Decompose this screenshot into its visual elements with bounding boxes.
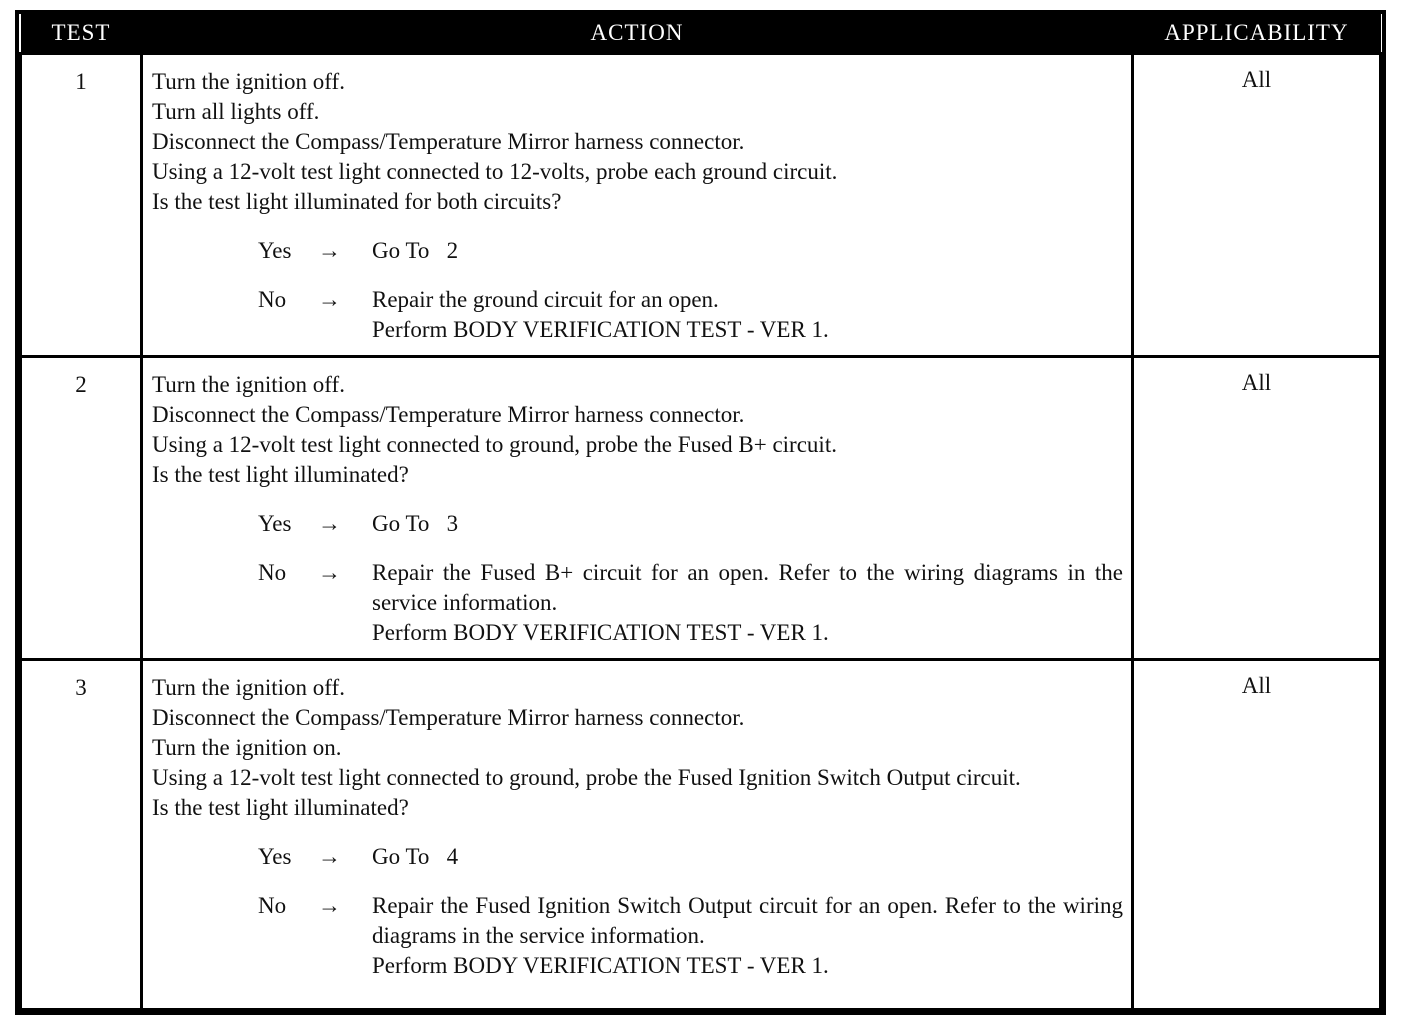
test-number: 2	[21, 357, 142, 660]
table-header-row	[21, 14, 1381, 54]
action-step: Turn the ignition off.	[152, 372, 345, 397]
action-step: Using a 12-volt test light connected to ground, probe the Fused Ignition Switch Output circuit.	[152, 765, 1021, 790]
no-instructions	[372, 285, 1123, 345]
no-instruction-line: Perform BODY VERIFICATION TEST - VER 1.	[372, 620, 829, 645]
action-step: Turn the ignition off.	[152, 69, 345, 94]
no-instruction-line: Perform BODY VERIFICATION TEST - VER 1.	[372, 317, 829, 342]
arrow-right-icon: →	[318, 287, 341, 312]
table-row	[21, 54, 1381, 357]
table-row	[21, 357, 1381, 660]
yes-response	[258, 842, 1123, 872]
no-label: No	[258, 287, 287, 312]
action-step: Using a 12-volt test light connected to 12-volts, probe each ground circuit.	[152, 159, 838, 184]
no-response	[258, 891, 1123, 981]
action-cell	[142, 660, 1133, 1010]
test-number: 3	[21, 660, 142, 1010]
action-question: Is the test light illuminated?	[152, 795, 409, 820]
header-test: TEST	[21, 14, 142, 54]
action-step: Using a 12-volt test light connected to ground, probe the Fused B+ circuit.	[152, 432, 837, 457]
arrow-right-icon: →	[318, 893, 341, 918]
action-step: Turn all lights off.	[152, 99, 320, 124]
arrow-right-icon: →	[318, 238, 341, 263]
no-instructions	[372, 891, 1123, 981]
action-question: Is the test light illuminated for both circuits?	[152, 189, 562, 214]
yes-label: Yes	[258, 511, 292, 536]
action-question: Is the test light illuminated?	[152, 462, 409, 487]
table-row	[21, 660, 1381, 1010]
header-applicability: APPLICABILITY	[1133, 14, 1381, 54]
test-number: 1	[21, 54, 142, 357]
yes-response	[258, 236, 1123, 266]
arrow-right-icon: →	[318, 511, 341, 536]
diagnostic-test-table	[19, 14, 1382, 1011]
no-label: No	[258, 560, 287, 585]
action-cell	[142, 357, 1133, 660]
applicability-value: All	[1133, 357, 1381, 660]
yes-goto: Go To 2	[372, 238, 459, 263]
arrow-right-icon: →	[318, 560, 341, 585]
no-instructions	[372, 558, 1123, 648]
arrow-right-icon: →	[318, 844, 341, 869]
no-response	[258, 558, 1123, 648]
yes-label: Yes	[258, 844, 292, 869]
applicability-value: All	[1133, 660, 1381, 1010]
no-instruction-paragraph: Repair the Fused B+ circuit for an open. Refer to the wiring diagrams in the service information.	[372, 560, 1123, 615]
yes-goto: Go To 4	[372, 844, 459, 869]
applicability-value: All	[1133, 54, 1381, 357]
yes-goto: Go To 3	[372, 511, 459, 536]
no-instruction-line: Perform BODY VERIFICATION TEST - VER 1.	[372, 953, 829, 978]
action-cell	[142, 54, 1133, 357]
yes-response	[258, 509, 1123, 539]
yes-label: Yes	[258, 238, 292, 263]
no-label: No	[258, 893, 287, 918]
action-step: Disconnect the Compass/Temperature Mirror harness connector.	[152, 705, 745, 730]
action-step: Disconnect the Compass/Temperature Mirror harness connector.	[152, 129, 745, 154]
diagnostic-test-table-frame	[15, 10, 1386, 1015]
no-response	[258, 285, 1123, 345]
header-action: ACTION	[142, 14, 1133, 54]
no-instruction-line: Repair the ground circuit for an open.	[372, 287, 719, 312]
action-step: Disconnect the Compass/Temperature Mirror harness connector.	[152, 402, 745, 427]
no-instruction-paragraph: Repair the Fused Ignition Switch Output circuit for an open. Refer to the wiring diagrams in the service information.	[372, 893, 1123, 948]
action-step: Turn the ignition on.	[152, 735, 342, 760]
action-step: Turn the ignition off.	[152, 675, 345, 700]
